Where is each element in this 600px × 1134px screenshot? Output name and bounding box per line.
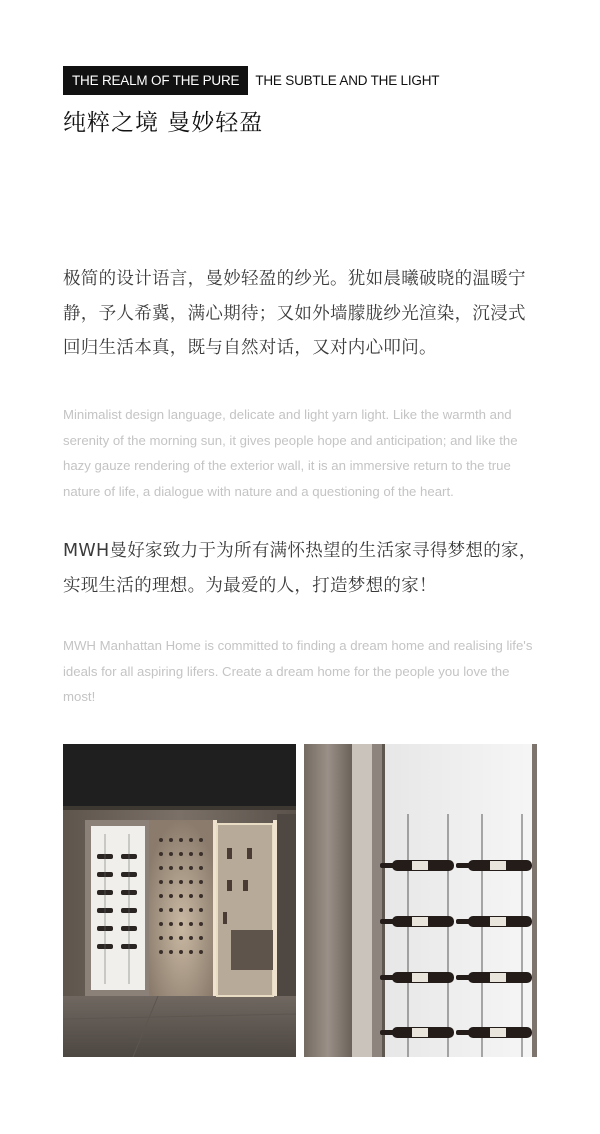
- section-tags: [63, 66, 439, 95]
- wine-bottle-rack-closeup-photo: [304, 744, 537, 1057]
- tag-secondary: THE SUBTLE AND THE LIGHT: [255, 73, 440, 88]
- tag-primary: THE REALM OF THE PURE: [63, 66, 248, 95]
- page-title: 纯粹之境 曼妙轻盈: [63, 110, 264, 136]
- brand-paragraph-zh: MWH曼好家致力于为所有满怀热望的生活家寻得梦想的家，实现生活的理想。为最爱的人，打造梦想的家！: [63, 541, 537, 596]
- wine-cellar-overview-photo: [63, 744, 296, 1057]
- intro-paragraph-zh: 极简的设计语言，曼妙轻盈的纱光。犹如晨曦破晓的温暖宁静，予人希冀，满心期待；又如外墙朦胧纱光渲染，沉浸式回归生活本真，既与自然对话，又对内心叩问。: [63, 269, 526, 358]
- intro-paragraph-en: Minimalist design language, delicate and light yarn light. Like the warmth and serenity of the morning sun, it gives people hope and anticipation; and like the hazy gauze rendering of the exterior wall, it is an immersive return to the true nature of life, a dialogue with nature and a questioning of the heart.: [63, 407, 518, 499]
- brand-paragraph-en: MWH Manhattan Home is committed to finding a dream home and realising life's ideals for all aspiring lifers. Create a dream home for the people you love the most!: [63, 638, 533, 704]
